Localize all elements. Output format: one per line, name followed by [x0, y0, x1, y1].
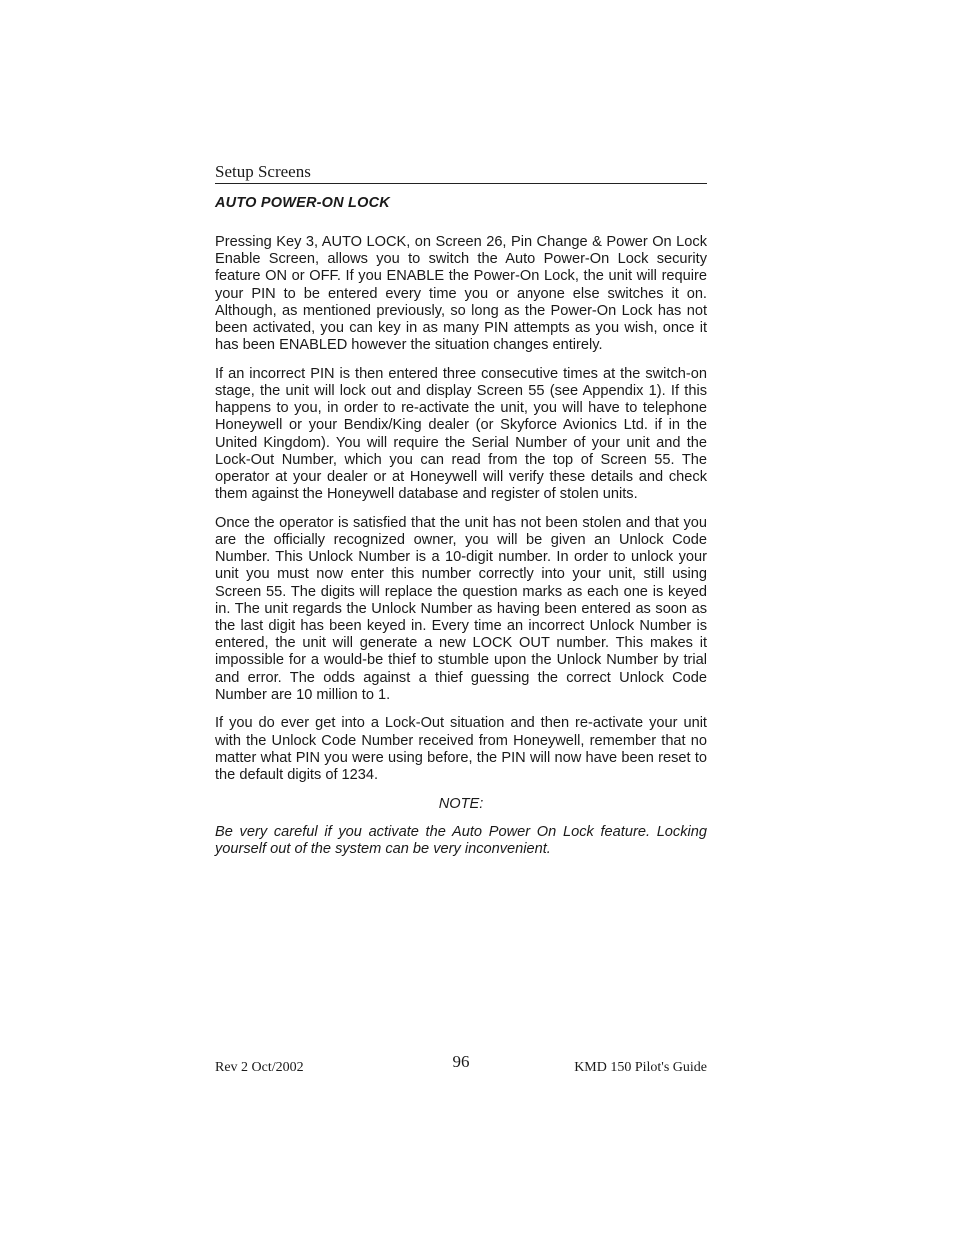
paragraph: If you do ever get into a Lock-Out situation and then re-activate your unit with the Unlock Code Number received from Honeywell, remember that no matter what PIN you were using before, the PIN will now have been reset to the default digits of 1234.	[215, 715, 707, 784]
section-header: Setup Screens	[215, 162, 707, 184]
note-text: Be very careful if you activate the Auto Power On Lock feature. Locking yourself out of the system can be very inconvenient.	[215, 824, 707, 858]
body-text	[215, 234, 707, 859]
paragraph: If an incorrect PIN is then entered three consecutive times at the switch-on stage, the unit will lock out and display Screen 55 (see Appendix 1). If this happens to you, in order to re-activate the unit, you will have to telephone Honeywell or your Bendix/King dealer (or Skyforce Avionics Ltd. if in the United Kingdom). You will require the Serial Number of your unit and the Lock-Out Number, which you can read from the top of Screen 55. The operator at your dealer or at Honeywell will verify these details and check them against the Honeywell database and register of stolen units.	[215, 365, 707, 503]
page-footer	[215, 1052, 707, 1082]
guide-title: KMD 150 Pilot's Guide	[574, 1060, 707, 1075]
section-title: AUTO POWER-ON LOCK	[215, 195, 390, 211]
note-label: NOTE:	[438, 795, 484, 812]
paragraph: Pressing Key 3, AUTO LOCK, on Screen 26, Pin Change & Power On Lock Enable Screen, allows you to switch the Auto Power-On Lock security feature ON or OFF. If you ENABLE the Power-On Lock, the unit will require your PIN to be entered every time you or anyone else switches it on. Although, as mentioned previously, so long as the Power-On Lock has not been activated, you can key in as many PIN attempts as you wish, once it has been ENABLED however the situation changes entirely.	[215, 234, 707, 354]
paragraph: Once the operator is satisfied that the unit has not been stolen and that you are the officially recognized owner, you will be given an Unlock Code Number. This Unlock Number is a 10-digit number. In order to unlock your unit you must now enter this number correctly into your unit, still using Screen 55. The digits will replace the question marks as each one is keyed in. The unit regards the Unlock Number as having been entered as soon as the last digit has been keyed in. Every time an incorrect Unlock Number is entered, the unit will generate a new LOCK OUT number. This makes it impossible for a would-be thief to stumble upon the Unlock Number by trial and error. The odds against a thief guessing the correct Unlock Code Number are 10 million to 1.	[215, 514, 707, 703]
revision-date: Rev 2 Oct/2002	[215, 1060, 304, 1075]
page-number: 96	[452, 1052, 470, 1071]
